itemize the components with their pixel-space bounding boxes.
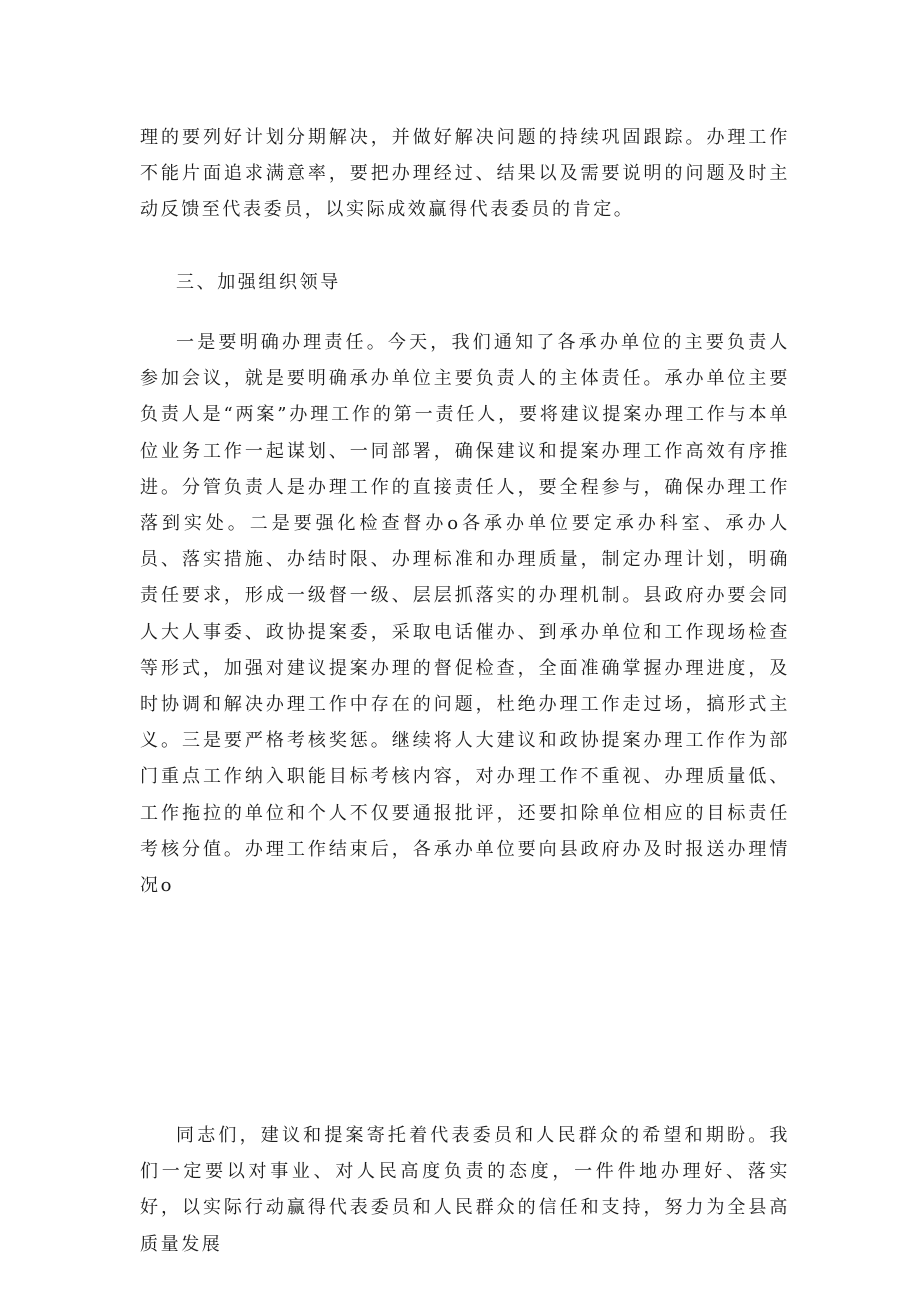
document-main-block (140, 325, 790, 904)
paragraph-closing: 同志们，建议和提案寄托着代表委员和人民群众的希望和期盼。我们一定要以对事业、对人民高度负责的态度，一件件地办理好、落实好，以实际行动赢得代表委员和人民群众的信任和支持，努力为全县高质量发展 (140, 1125, 790, 1255)
document-heading-block (140, 265, 790, 301)
paragraph-continuation: 理的要列好计划分期解决，并做好解决问题的持续巩固跟踪。办理工作不能片面追求满意率，要把办理经过、结果以及需要说明的问题及时主动反馈至代表委员，以实际成效赢得代表委员的肯定。 (140, 127, 790, 221)
document-closing-block (140, 1118, 790, 1263)
section-heading: 三、加强组织领导 (176, 272, 341, 293)
document-body (140, 120, 790, 229)
paragraph-responsibilities: 一是要明确办理责任。今天，我们通知了各承办单位的主要负责人参加会议，就是要明确承办单位主要负责人的主体责任。承办单位主要负责人是“两案”办理工作的第一责任人，要将建议提案办理工作与本单位业务工作一起谋划、一同部署，确保建议和提案办理工作高效有序推进。分管负责人是办理工作的直接责任人，要全程参与，确保办理工作落到实处。二是要强化检查督办o各承办单位要定承办科室、承办人员、落实措施、办结时限、办理标准和办理质量，制定办理计划，明确责任要求，形成一级督一级、层层抓落实的办理机制。县政府办要会同人大人事委、政协提案委，采取电话催办、到承办单位和工作现场检查等形式，加强对建议提案办理的督促检查，全面准确掌握办理进度，及时协调和解决办理工作中存在的问题，杜绝办理工作走过场，搞形式主义。三是要严格考核奖惩。继续将人大建议和政协提案办理工作作为部门重点工作纳入职能目标考核内容，对办理工作不重视、办理质量低、工作拖拉的单位和个人不仅要通报批评，还要扣除单位相应的目标责任考核分值。办理工作结束后，各承办单位要向县政府办及时报送办理情况o (140, 332, 790, 897)
